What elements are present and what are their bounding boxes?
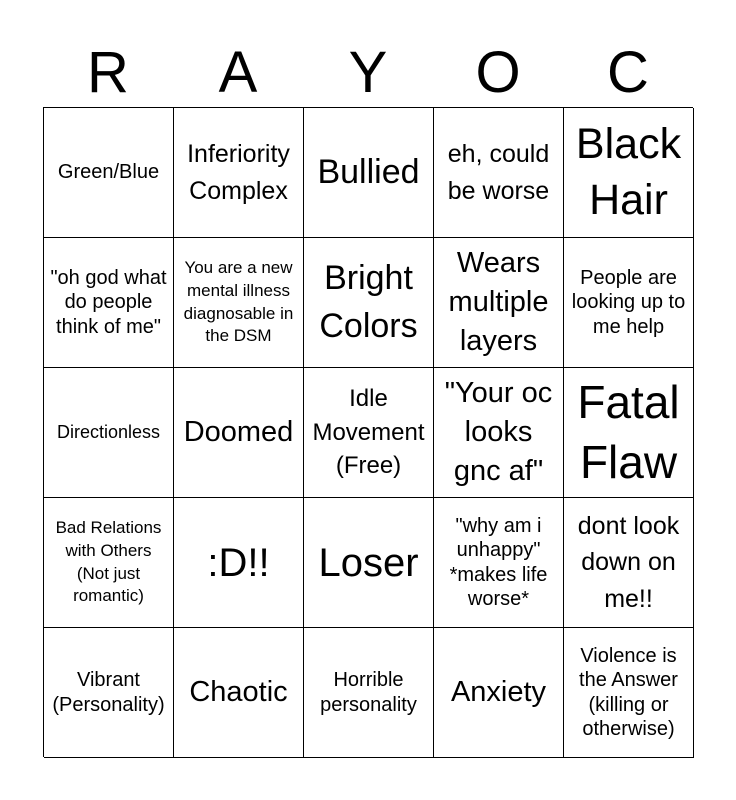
bingo-cell[interactable]: People are looking up to me help [564, 238, 694, 368]
bingo-cell[interactable]: Vibrant (Personality) [44, 628, 174, 758]
bingo-cell[interactable]: You are a new mental illness diagnosable in the DSM [174, 238, 304, 368]
bingo-cell[interactable]: Loser [304, 498, 434, 628]
bingo-cell[interactable]: Green/Blue [44, 108, 174, 238]
header-letter-a: A [218, 40, 258, 105]
bingo-board [43, 107, 693, 757]
bingo-cell[interactable]: Bright Colors [304, 238, 434, 368]
bingo-cell[interactable]: :D!! [174, 498, 304, 628]
bingo-cell[interactable]: Directionless [44, 368, 174, 498]
bingo-cell[interactable]: Anxiety [434, 628, 564, 758]
header-letter-c: C [607, 40, 649, 105]
bingo-cell[interactable]: Idle Movement (Free) [304, 368, 434, 498]
bingo-cell[interactable]: Bad Relations with Others (Not just romantic) [44, 498, 174, 628]
bingo-cell[interactable]: Inferiority Complex [174, 108, 304, 238]
bingo-cell[interactable]: eh, could be worse [434, 108, 564, 238]
bingo-cell[interactable]: Doomed [174, 368, 304, 498]
bingo-cell[interactable]: Chaotic [174, 628, 304, 758]
bingo-cell[interactable]: "why am i unhappy" *makes life worse* [434, 498, 564, 628]
bingo-header [43, 40, 693, 106]
header-letter-o: O [475, 40, 521, 105]
bingo-cell[interactable]: "Your oc looks gnc af" [434, 368, 564, 498]
bingo-cell[interactable]: Bullied [304, 108, 434, 238]
bingo-cell[interactable]: "oh god what do people think of me" [44, 238, 174, 368]
bingo-cell[interactable]: dont look down on me!! [564, 498, 694, 628]
header-letter-r: R [87, 40, 129, 105]
bingo-cell[interactable]: Wears multiple layers [434, 238, 564, 368]
bingo-cell[interactable]: Horrible personality [304, 628, 434, 758]
bingo-cell[interactable]: Fatal Flaw [564, 368, 694, 498]
bingo-cell[interactable]: Violence is the Answer (killing or otherwise) [564, 628, 694, 758]
bingo-cell[interactable]: Black Hair [564, 108, 694, 238]
header-letter-y: Y [348, 40, 388, 105]
